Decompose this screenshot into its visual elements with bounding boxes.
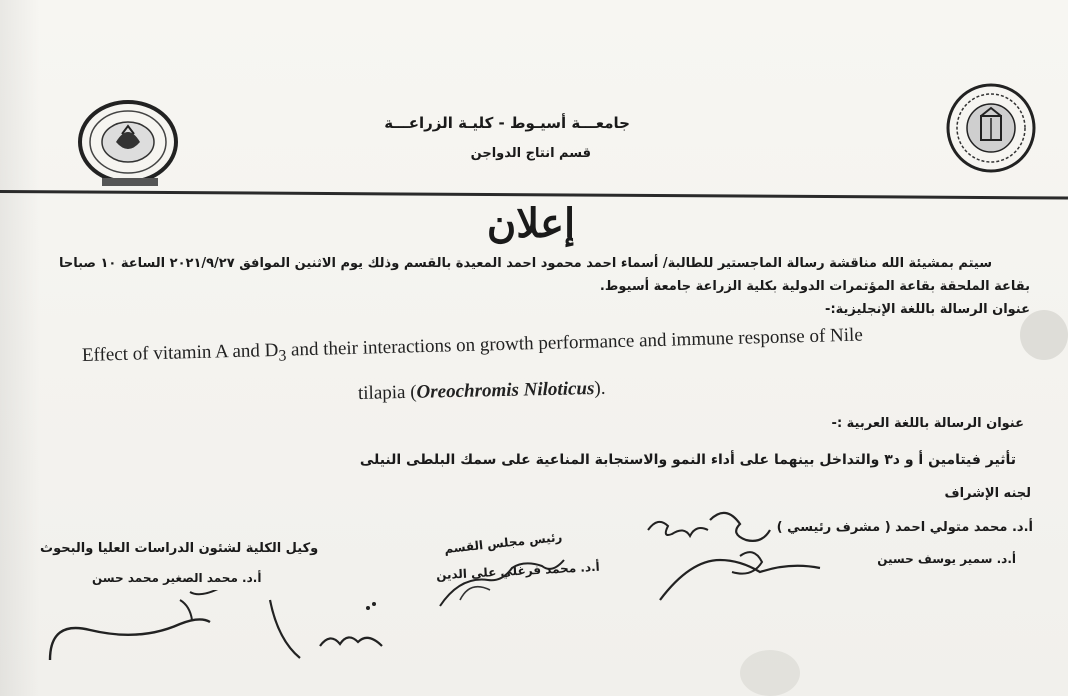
handwritten-date-signature [250, 590, 410, 670]
paper-stain [1020, 310, 1068, 360]
english-title-end: ). [594, 377, 606, 400]
header-divider [0, 190, 1068, 200]
english-title-subscript: 3 [278, 347, 287, 365]
arabic-thesis-title: تأثير فيتامين أ و د٣ والتداخل بينهما على أداء النمو والاستجابة المناعية على سمك البلطى النيلى [359, 452, 1016, 468]
supervisor-1: أ.د. محمد متولي احمد ( مشرف رئيسي ) [776, 520, 1033, 535]
english-thesis-title-line-1 [82, 325, 863, 371]
english-title-part-b: and their interactions on growth performance and immune response of Nile [285, 324, 864, 361]
department-logo-seal [72, 98, 182, 190]
supervisor-2: أ.د. سمير يوسف حسين [877, 552, 1016, 566]
english-title-label: عنوان الرسالة باللغة الإنجليزية:- [825, 302, 1030, 317]
announcement-title: إعلان [486, 200, 576, 247]
department-head-label: رئيس مجلس القسم [443, 529, 563, 557]
department-head-name: أ.د. محمد فرغلي علي الدين [435, 559, 601, 583]
english-title-tilapia: tilapia ( [357, 381, 417, 404]
english-title-species: Oreochromis Niloticus [416, 378, 595, 403]
department-head-signature [430, 540, 570, 615]
paper-stain [740, 650, 800, 696]
university-logo-seal [943, 82, 1039, 174]
department-header: قسم انتاج الدواجن [470, 146, 591, 161]
vice-dean-name: أ.د. محمد الصغير محمد حسن [92, 571, 262, 585]
english-thesis-title-line-2 [358, 378, 606, 405]
announcement-line-2: بقاعة الملحقة بقاعة المؤتمرات الدولية بكلية الزراعة جامعة أسيوط. [599, 279, 1030, 294]
vice-dean-label: وكيل الكلية لشئون الدراسات العليا والبحوث [40, 541, 319, 556]
university-faculty-header: جامعـــة أسيـوط - كليـة الزراعـــة [384, 114, 630, 132]
announcement-line-1: سيتم بمشيئة الله مناقشة رسالة الماجستير للطالبة/ أسماء احمد محمود احمد المعيدة بالقسم وذلك يوم الاثنين الموافق ٢٠٢١/٩/٢٧ الساعة ١٠ صباحا [58, 256, 992, 271]
supervision-committee-label: لجنه الإشراف [944, 486, 1031, 501]
arabic-title-label: عنوان الرسالة باللغة العربية :- [831, 416, 1024, 431]
vice-dean-signature [30, 590, 220, 670]
english-title-part-a: Effect of vitamin A and D [81, 339, 279, 366]
supervisor-signatures [640, 500, 870, 620]
